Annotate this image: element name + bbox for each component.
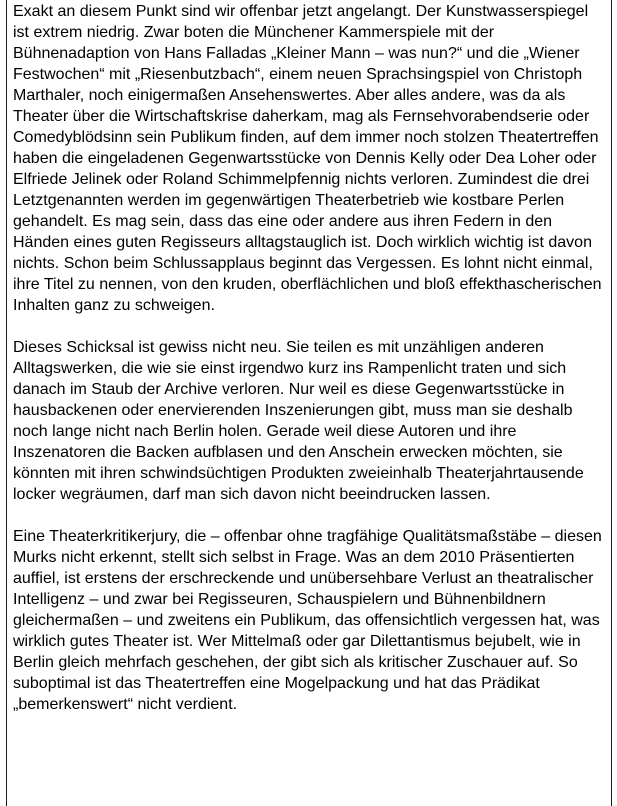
paragraph: Exakt an diesem Punkt sind wir offenbar jetzt angelangt. Der Kunstwasserspiegel ist extrem niedrig. Zwar boten die Münchener Kammerspiele mit der Bühnenadaption von Hans Falladas „Kleiner Mann – was nun?“ und die „Wiener Festwochen“ mit „Riesenbutzbach“, einem neuen Sprachsingspiel von Christoph Marthaler, noch einigermaßen Ansehenswertes. Aber alles andere, was da als Theater über die Wirtschaftskrise daherkam, mag als Fernsehvorabendserie oder Comedyblödsinn sein Publikum finden, auf dem immer noch stolzen Theatertreffen haben die eingeladenen Gegenwartsstücke von Dennis Kelly oder Dea Loher oder Elfriede Jelinek oder Roland Schimmelpfennig nichts verloren. Zumindest die drei Letztgenannten werden im gegenwärtigen Theaterbetrieb wie kostbare Perlen gehandelt. Es mag sein, dass das eine oder andere aus ihren Federn in den Händen eines guten Regisseurs alltagstauglich ist. Doch wirklich wichtig ist davon nichts. Schon beim Schlussapplaus beginnt das Vergessen. Es lohnt nicht einmal, ihre Titel zu nennen, von den kruden, oberflächlichen und bloß effekthascherischen Inhalten ganz zu schweigen. xyxy=(13,3,602,314)
bordered-text-panel xyxy=(6,0,612,806)
paragraph: Dieses Schicksal ist gewiss nicht neu. Sie teilen es mit unzähligen anderen Alltagswerken, die wie sie einst irgendwo kurz ins Rampenlicht traten und sich danach im Staub der Archive verloren. Nur weil es diese Gegenwartsstücke in hausbackenen oder enervierenden Inszenierungen gibt, muss man sie deshalb noch lange nicht nach Berlin holen. Gerade weil diese Autoren und ihre Inszenatoren die Backen aufblasen und den Anschein erwecken möchten, sie könnten mit ihren schwindsüchtigen Produkten zweieinhalb Theaterjahrtausende locker wegräumen, darf man sich davon nicht beeindrucken lassen. xyxy=(13,339,584,503)
paragraph: Eine Theaterkritikerjury, die – offenbar ohne tragfähige Qualitätsmaßstäbe – diesen Murks nicht erkennt, stellt sich selbst in Frage. Was an dem 2010 Präsentierten auffiel, ist erstens der erschreckende und unübersehbare Verlust an theatralischer Intelligenz – und zwar bei Regisseuren, Schauspielern und Bühnenbildnern gleichermaßen – und zweitens ein Publikum, das offensichtlich vergessen hat, was wirklich gutes Theater ist. Wer Mittelmaß oder gar Dilettantismus bejubelt, wie in Berlin gleich mehrfach geschehen, der gibt sich als kritischer Zuschauer auf. So suboptimal ist das Theatertreffen eine Mogelpackung und hat das Prädikat „bemerkenswert“ nicht verdient. xyxy=(13,528,602,713)
